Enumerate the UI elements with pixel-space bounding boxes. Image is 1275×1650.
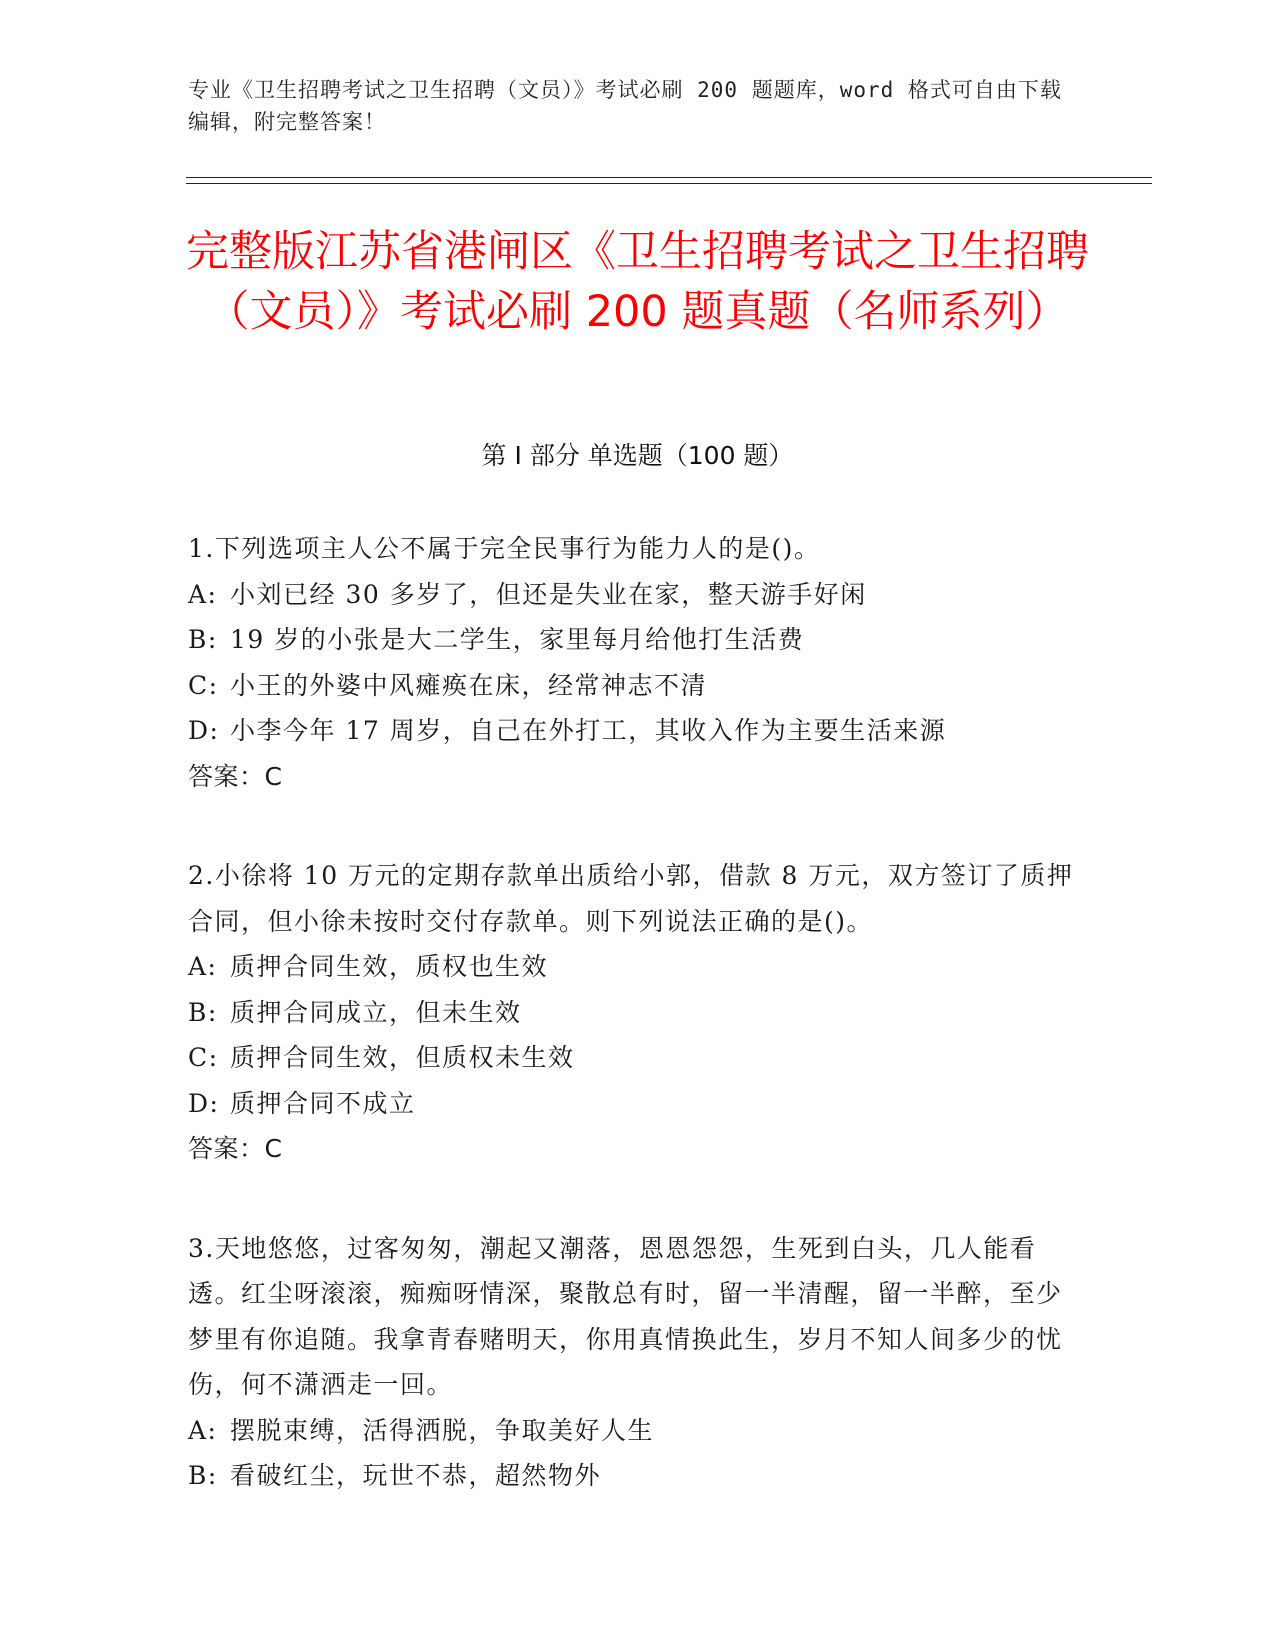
answer-line: 答案：C: [188, 1134, 283, 1163]
document-title: 完整版江苏省港闸区《卫生招聘考试之卫生招聘（文员）》考试必刷 200 题真题（名师系列）: [186, 227, 1089, 337]
question-item: [188, 1226, 1078, 1499]
option-c: [188, 663, 1078, 709]
option-text: 质押合同成立，但未生效: [230, 997, 522, 1027]
header-rule-top: [186, 177, 1152, 178]
question-item: [188, 853, 1078, 1172]
option-letter: A:: [188, 579, 218, 609]
option-text: 看破红尘，玩世不恭，超然物外: [230, 1461, 602, 1490]
option-letter: A:: [188, 952, 218, 981]
option-text: 小王的外婆中风瘫痪在床，经常神志不清: [230, 670, 708, 700]
option-text: 质押合同不成立: [230, 1088, 416, 1118]
option-d: [188, 708, 1078, 754]
option-letter: D:: [188, 716, 220, 745]
option-letter: B:: [188, 1461, 218, 1490]
question-stem: 1.下列选项主人公不属于完全民事行为能力人的是()。: [188, 534, 821, 563]
question-list: [188, 526, 1078, 1553]
option-b: [188, 990, 1078, 1036]
header-note: 专业《卫生招聘考试之卫生招聘（文员）》考试必刷 200 题题库，word 格式可自由下载编辑，附完整答案！: [188, 78, 1062, 134]
option-d: [188, 1081, 1078, 1127]
option-letter: C:: [188, 1043, 219, 1072]
option-text: 质押合同生效，质权也生效: [230, 952, 549, 981]
question-item: [188, 526, 1078, 799]
question-stem: 2.小徐将 10 万元的定期存款单出质给小郭，借款 8 万元，双方签订了质押合同，但小徐未按时交付存款单。则下列说法正确的是()。: [188, 861, 1074, 936]
option-c: [188, 1035, 1078, 1081]
option-text: 19 岁的小张是大二学生，家里每月给他打生活费: [230, 625, 805, 654]
option-letter: C:: [188, 670, 219, 700]
option-text: 小刘已经 30 多岁了，但还是失业在家，整天游手好闲: [230, 579, 867, 609]
option-a: [188, 944, 1078, 990]
option-letter: D:: [188, 1088, 220, 1118]
option-text: 小李今年 17 周岁，自己在外打工，其收入作为主要生活来源: [230, 716, 947, 745]
question-stem: 3.天地悠悠，过客匆匆，潮起又潮落，恩恩怨怨，生死到白头，几人能看透。红尘呀滚滚，痴痴呀情深，聚散总有时，留一半清醒，留一半醉，至少梦里有你追随。我拿青春赌明天，你用真情换此生，岁月不知人间多少的忧伤，何不潇洒走一回。: [188, 1233, 1063, 1399]
option-letter: B:: [188, 997, 218, 1027]
option-letter: B:: [188, 625, 218, 654]
option-b: [188, 1453, 1078, 1499]
option-text: 摆脱束缚，活得洒脱，争取美好人生: [230, 1415, 655, 1445]
option-a: [188, 1408, 1078, 1454]
option-a: [188, 572, 1078, 618]
option-text: 质押合同生效，但质权未生效: [230, 1043, 575, 1072]
option-b: [188, 617, 1078, 663]
section-heading: 第 I 部分 单选题（100 题）: [481, 441, 794, 470]
answer-line: 答案：C: [188, 761, 283, 791]
header-rule-bottom: [186, 183, 1152, 184]
option-letter: A:: [188, 1415, 218, 1445]
